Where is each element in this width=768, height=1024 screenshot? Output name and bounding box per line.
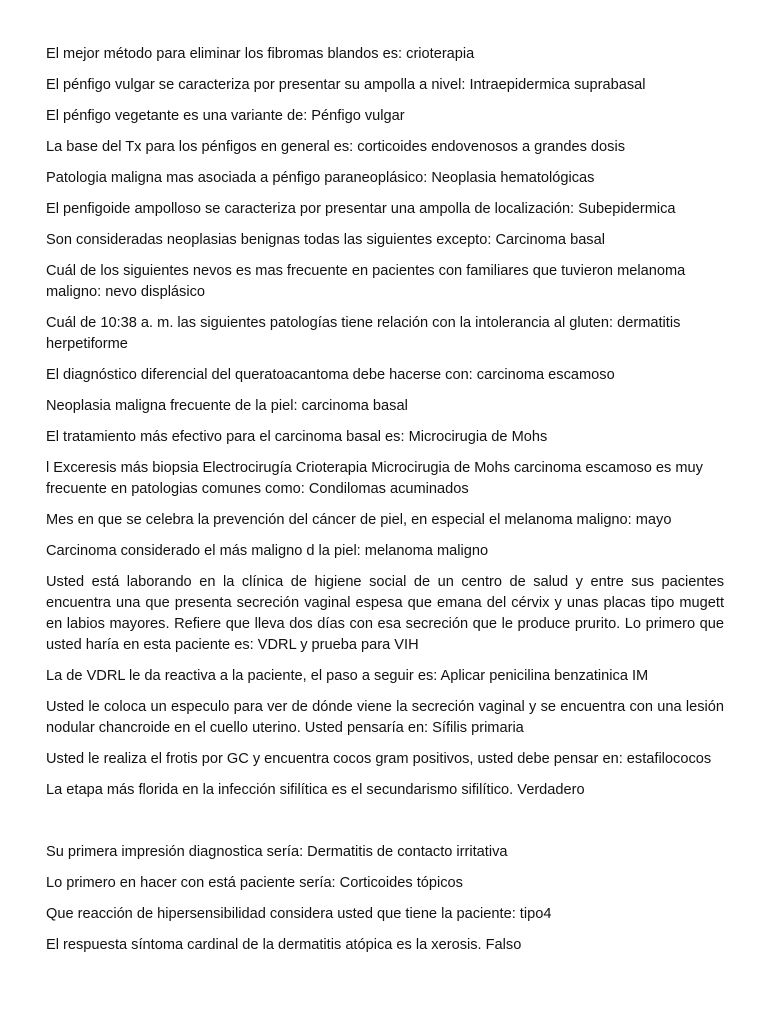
paragraph-16: Usted está laborando en la clínica de higiene social de un centro de salud y entre sus pacientes encuentra una que presenta secreción vaginal espesa que emana del cérvix y unas placas tipo mugett en labios mayores. Refiere que lleva dos días con esa secreción que le produce prurito. Lo primero que usted haría en esta paciente es: VDRL y prueba para VIH [46,574,724,653]
paragraph-12: El tratamiento más efectivo para el carcinoma basal es: Microcirugia de Mohs [46,429,548,445]
paragraph-6: El penfigoide ampolloso se caracteriza por presentar una ampolla de localización: Subepidermica [46,201,676,217]
paragraph-18: Usted le coloca un especulo para ver de dónde viene la secreción vaginal y se encuentra con una lesión nodular chancroide en el cuello uterino. Usted pensaría en: Sífilis primaria [46,699,724,736]
paragraph-7: Son consideradas neoplasias benignas todas las siguientes excepto: Carcinoma basal [46,232,605,248]
blank-gap [46,811,724,842]
paragraph-8: Cuál de los siguientes nevos es mas frecuente en pacientes con familiares que tuvieron melanoma maligno: nevo displásico [46,263,686,300]
paragraph-21: Su primera impresión diagnostica sería: Dermatitis de contacto irritativa [46,844,508,860]
paragraph-1: El mejor método para eliminar los fibromas blandos es: crioterapia [46,46,475,62]
paragraph-10: El diagnóstico diferencial del queratoacantoma debe hacerse con: carcinoma escamoso [46,367,615,383]
paragraph-20: La etapa más florida en la infección sifilítica es el secundarismo sifilítico. Verdadero [46,782,585,798]
paragraph-23: Que reacción de hipersensibilidad considera usted que tiene la paciente: tipo4 [46,906,552,922]
paragraph-15: Carcinoma considerado el más maligno d la piel: melanoma maligno [46,543,489,559]
paragraph-14: Mes en que se celebra la prevención del cáncer de piel, en especial el melanoma maligno: mayo [46,512,672,528]
paragraph-19: Usted le realiza el frotis por GC y encuentra cocos gram positivos, usted debe pensar en: estafilococos [46,751,712,767]
paragraph-22: Lo primero en hacer con está paciente sería: Corticoides tópicos [46,875,463,891]
paragraph-4: La base del Tx para los pénfigos en general es: corticoides endovenosos a grandes dosis [46,139,625,155]
paragraph-17: La de VDRL le da reactiva a la paciente, el paso a seguir es: Aplicar penicilina benzatinica IM [46,668,649,684]
paragraph-9: Cuál de 10:38 a. m. las siguientes patologías tiene relación con la intolerancia al gluten: dermatitis herpetiforme [46,315,681,352]
paragraph-3: El pénfigo vegetante es una variante de: Pénfigo vulgar [46,108,405,124]
document-page [46,44,724,966]
paragraph-5: Patologia maligna mas asociada a pénfigo paraneoplásico: Neoplasia hematológicas [46,170,595,186]
paragraph-24: El respuesta síntoma cardinal de la dermatitis atópica es la xerosis. Falso [46,937,522,953]
paragraph-11: Neoplasia maligna frecuente de la piel: carcinoma basal [46,398,408,414]
paragraph-2: El pénfigo vulgar se caracteriza por presentar su ampolla a nivel: Intraepidermica suprabasal [46,77,646,93]
paragraph-13: l Exceresis más biopsia Electrocirugía Crioterapia Microcirugia de Mohs carcinoma escamoso es muy frecuente en patologias comunes como: Condilomas acuminados [46,460,703,497]
